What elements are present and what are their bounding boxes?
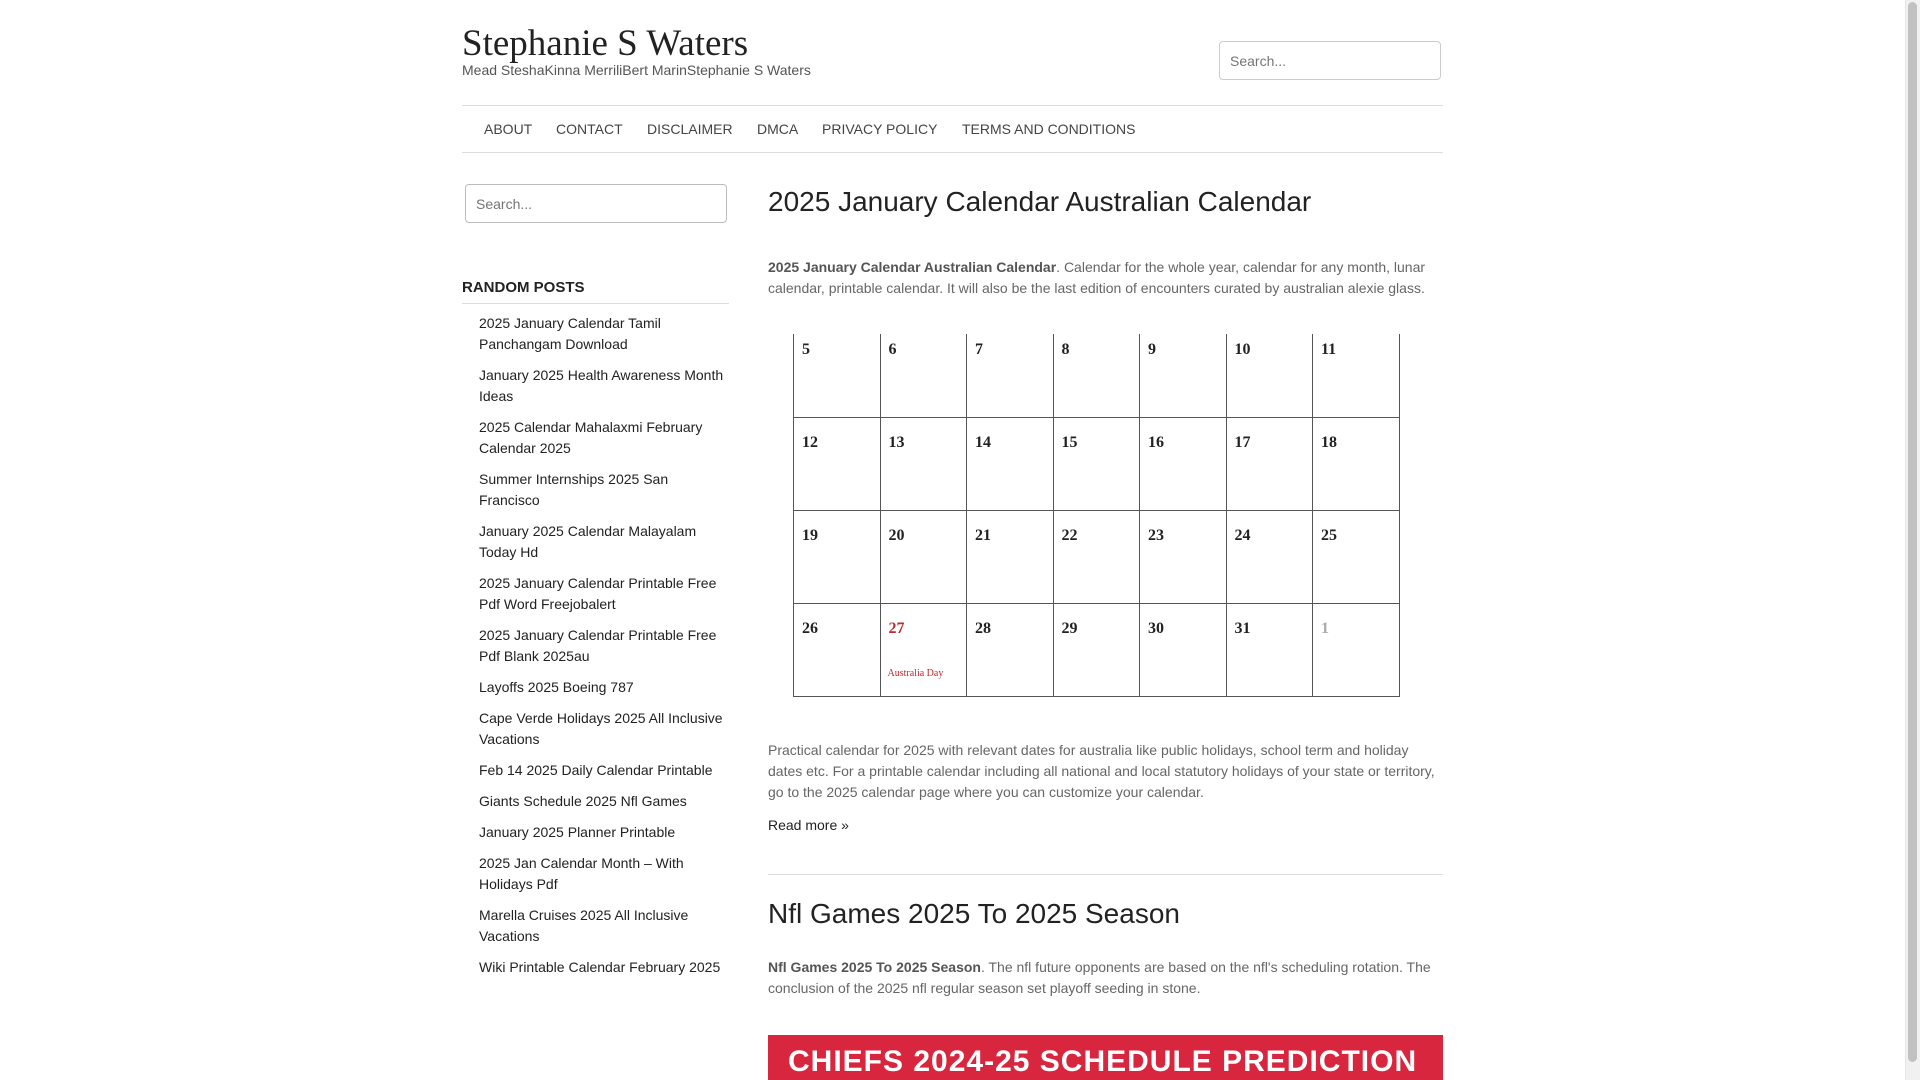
random-post-link[interactable]: 2025 January Calendar Printable Free Pdf Word Freejobalert: [479, 575, 717, 612]
calendar-day-cell: 18: [1312, 417, 1400, 511]
sidebar-divider: [462, 303, 729, 304]
header-search-input[interactable]: [1219, 41, 1441, 80]
site-tagline: Mead SteshaKinna MerriliBert MarinStephanie S Waters: [462, 62, 811, 78]
calendar-day-cell: 22: [1053, 510, 1141, 604]
nav-privacy-policy[interactable]: PRIVACY POLICY: [822, 121, 938, 137]
calendar-day-cell: 16: [1139, 417, 1227, 511]
random-post-link[interactable]: Feb 14 2025 Daily Calendar Printable: [479, 762, 713, 778]
calendar-day-cell: 14: [966, 417, 1054, 511]
calendar-day-cell: 17: [1226, 417, 1314, 511]
post-divider: [768, 874, 1443, 875]
post-intro-bold: Nfl Games 2025 To 2025 Season: [768, 959, 981, 975]
random-post-link[interactable]: Wiki Printable Calendar February 2025: [479, 959, 721, 975]
calendar-day-cell: 30: [1139, 603, 1227, 697]
post-intro-text: . Calendar for the whole year, calendar for any month, lunar calendar, printable calendar. It will also be the last edition of encounters curated by australian alexie glass.: [768, 259, 1426, 296]
nav-disclaimer[interactable]: DISCLAIMER: [647, 121, 733, 137]
calendar-day-cell: 23: [1139, 510, 1227, 604]
calendar-day-cell: 8: [1053, 334, 1141, 418]
calendar-day-cell: 27: [880, 603, 968, 697]
random-post-link[interactable]: January 2025 Calendar Malayalam Today Hd: [479, 523, 697, 560]
calendar-day-cell: 12: [793, 417, 881, 511]
random-posts-heading: RANDOM POSTS: [462, 279, 585, 296]
calendar-day-cell: 31: [1226, 603, 1314, 697]
calendar-day-cell: 29: [1053, 603, 1141, 697]
calendar-day-cell: 20: [880, 510, 968, 604]
post-schedule-image[interactable]: [768, 1035, 1443, 1080]
random-posts-list: [479, 313, 729, 988]
holiday-label: Australia Day: [887, 668, 944, 679]
random-post-link[interactable]: 2025 January Calendar Tamil Panchangam Download: [479, 315, 661, 352]
main-nav: [462, 105, 1443, 153]
random-post-link[interactable]: 2025 Jan Calendar Month – With Holidays Pdf: [479, 855, 684, 892]
read-more-link[interactable]: Read more »: [768, 817, 849, 833]
calendar-day-cell: 24: [1226, 510, 1314, 604]
post-intro: [768, 257, 1443, 299]
scrollbar-thumb[interactable]: [1908, 2, 1917, 1062]
sidebar-search-input[interactable]: [465, 184, 727, 223]
post-intro-bold: 2025 January Calendar Australian Calendar: [768, 259, 1057, 275]
post-title[interactable]: 2025 January Calendar Australian Calendar: [768, 186, 1312, 217]
random-post-link[interactable]: January 2025 Planner Printable: [479, 824, 676, 840]
calendar-day-cell: 15: [1053, 417, 1141, 511]
site-title[interactable]: Stephanie S Waters: [462, 23, 749, 64]
calendar-day-cell: 28: [966, 603, 1054, 697]
calendar-day-cell: 7: [966, 334, 1054, 418]
nav-about[interactable]: ABOUT: [484, 121, 533, 137]
random-post-link[interactable]: Summer Internships 2025 San Francisco: [479, 471, 669, 508]
random-post-link[interactable]: Marella Cruises 2025 All Inclusive Vacations: [479, 907, 689, 944]
calendar-day-cell: 19: [793, 510, 881, 604]
calendar-day-cell: 13: [880, 417, 968, 511]
random-post-link[interactable]: Cape Verde Holidays 2025 All Inclusive Vacations: [479, 710, 723, 747]
random-post-link[interactable]: 2025 January Calendar Printable Free Pdf Blank 2025au: [479, 627, 717, 664]
calendar-grid: [793, 334, 1433, 713]
post-intro-text: . The nfl future opponents are based on the nfl's scheduling rotation. The conclusion of the 2025 nfl regular season set playoff seeding in stone.: [768, 959, 1431, 996]
nav-dmca[interactable]: DMCA: [757, 121, 799, 137]
calendar-day-cell: 21: [966, 510, 1054, 604]
calendar-day-cell: 26: [793, 603, 881, 697]
post-intro: [768, 957, 1443, 999]
post-calendar-image[interactable]: [768, 334, 1443, 713]
random-post-link[interactable]: 2025 Calendar Mahalaxmi February Calendar 2025: [479, 419, 703, 456]
random-post-link[interactable]: January 2025 Health Awareness Month Ideas: [479, 367, 724, 404]
calendar-day-cell: 25: [1312, 510, 1400, 604]
calendar-day-cell: 1: [1312, 603, 1400, 697]
schedule-image-text: CHIEFS 2024-25 SCHEDULE PREDICTION: [788, 1045, 1418, 1078]
calendar-day-cell: 5: [793, 334, 881, 418]
random-post-link[interactable]: Giants Schedule 2025 Nfl Games: [479, 793, 687, 809]
nav-terms-and-conditions[interactable]: TERMS AND CONDITIONS: [962, 121, 1136, 137]
page-scrollbar[interactable]: [1905, 0, 1920, 1080]
calendar-day-cell: 9: [1139, 334, 1227, 418]
calendar-day-cell: 11: [1312, 334, 1400, 418]
calendar-day-cell: 10: [1226, 334, 1314, 418]
random-post-link[interactable]: Layoffs 2025 Boeing 787: [479, 679, 634, 695]
post-title[interactable]: Nfl Games 2025 To 2025 Season: [768, 898, 1180, 929]
nav-contact[interactable]: CONTACT: [556, 121, 623, 137]
calendar-day-cell: 6: [880, 334, 968, 418]
post-body: Practical calendar for 2025 with relevant dates for australia like public holidays, school term and holiday dates etc. For a printable calendar including all national and local statutory holidays of your state or territory, go to the 2025 calendar page where you can customize your calendar.: [768, 742, 1435, 800]
